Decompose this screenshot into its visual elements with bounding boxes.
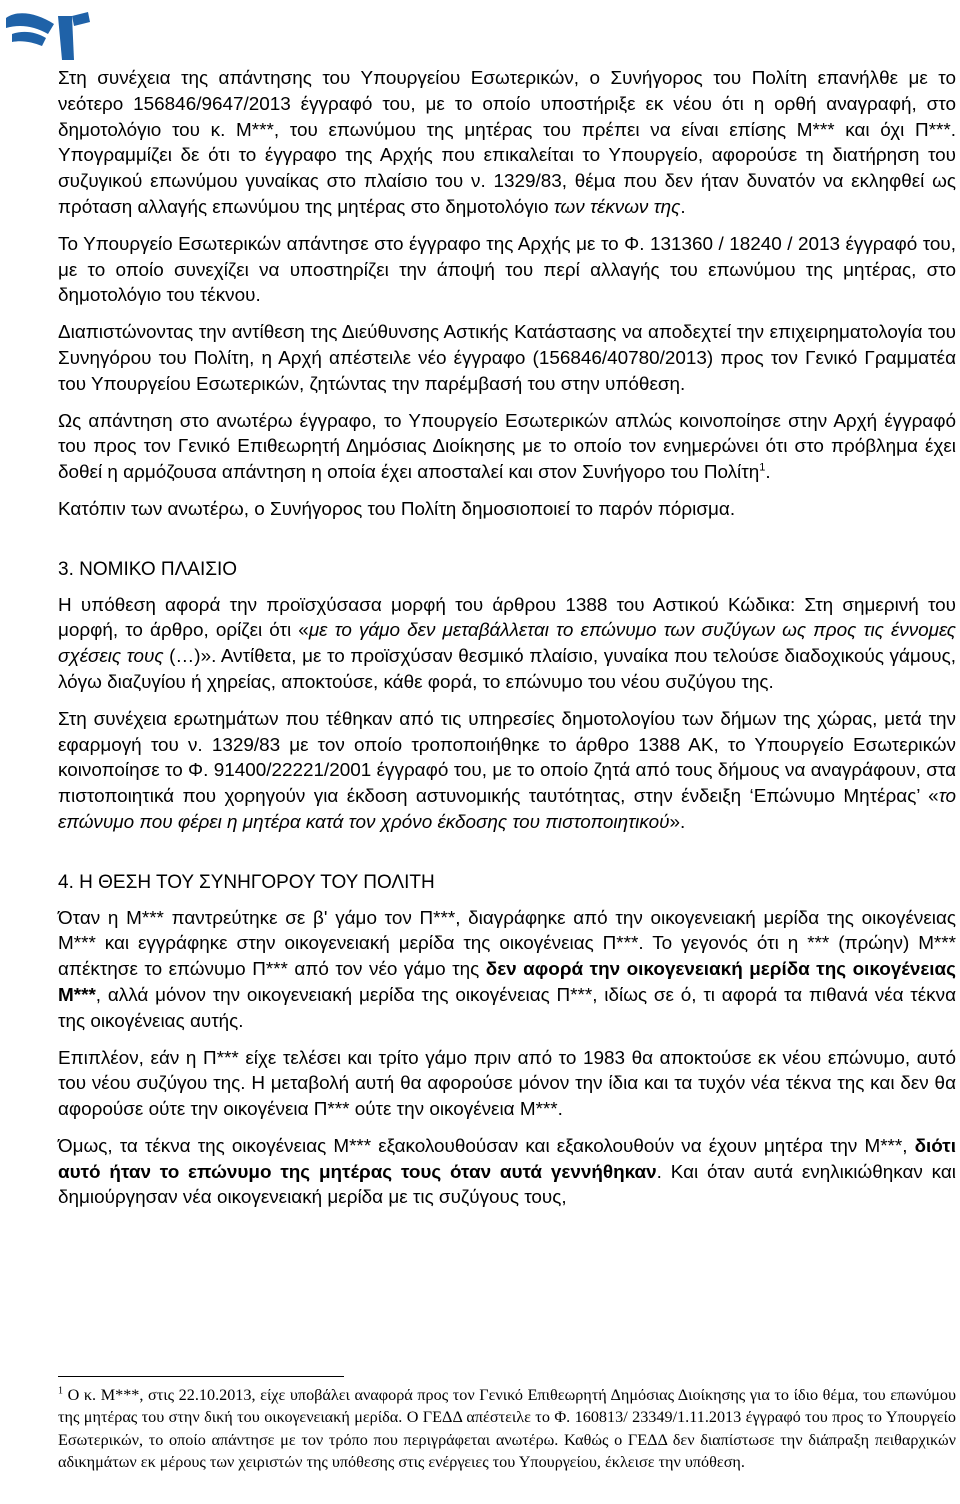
paragraph-text: Η υπόθεση αφορά την προϊσχύσασα μορφή του άρθρου 1388 του Αστικού Κώδικα: Στη σημερινή του μορφή, το άρθρο, ορίζει ότι « xyxy=(58,594,956,642)
paragraph-text: Στη συνέχεια ερωτημάτων που τέθηκαν από τις υπηρεσίες δημοτολογίου των δήμων της χώρας, μετά την εφαρμογή του ν. 1329/83 με τον οποίο τροποποιήθηκε το άρθρο 1388 ΑΚ, το Υπουργείο Εσωτερικών κοινοποίησε το Φ. 91400/22221/2001 έγγραφό του, με το οποίο ζητά από τους δήμους να αναγράφουν, στα πιστοποιητικά που χορηγούν για έκδοση αστυνομικής ταυτότητας, στην ένδειξη ‘Επώνυμο Μητέρας’ « xyxy=(58,708,956,808)
paragraph: Το Υπουργείο Εσωτερικών απάντησε στο έγγραφο της Αρχής με το Φ. 131360 / 18240 / 2013 έγγραφό του, με το οποίο συνεχίζει να υποστηρίζει την άποψή του περί αλλαγής του επωνύμου της μητέρας, στο δημοτολόγιο του τέκνου. xyxy=(58,233,956,307)
paragraph-text: ». xyxy=(669,811,686,833)
paragraph: Επιπλέον, εάν η Π*** είχε τελέσει και τρίτο γάμο πριν από το 1983 θα αποκτούσε εκ νέου επώνυμο, αυτό του νέου συζύγου της. Η μεταβολή αυτή θα αφορούσε μόνον την ίδια και τα τυχόν νέα τέκνα της και δεν θα αφορούσε ούτε την οικογένεια Π*** ούτε την οικογένεια Μ***. xyxy=(58,1047,956,1121)
paragraph-text: . Και όταν αυτά ενηλικιώθηκαν και δημιούργησαν νέα οικογενειακή μερίδα με τις συζύγους τους, xyxy=(58,1161,957,1209)
italic-text: το επώνυμο που φέρει η μητέρα κατά τον χρόνο έκδοσης του πιστοποιητικού xyxy=(58,786,956,833)
italic-text: των τέκνων της xyxy=(553,196,681,218)
paragraph xyxy=(58,707,956,836)
bold-text: δεν αφορά την οικογενειακή μερίδα της οικογένειας Μ*** xyxy=(58,959,956,1006)
paragraph-text: (…)». Αντίθετα, με το προϊσχύσαν θεσμικό πλαίσιο, γυναίκα που τελούσε διαδοχικούς γάμους, λόγω διαζυγίου ή χηρείας, αποκτούσε, κάθε φορά, το επώνυμο του νέου συζύγου της. xyxy=(58,646,956,693)
paragraph-text: Στη συνέχεια της απάντησης του Υπουργείου Εσωτερικών, ο Συνήγορος του Πολίτη επανήλθε με το νεότερο 156846/9647/2013 έγγραφό του, με το οποίο υποστήριξε εκ νέου ότι η ορθή αναγραφή, στο δημοτολόγιο του κ. Μ***, του επωνύμου της μητέρας του πρέπει να είναι επίσης Μ*** και όχι Π***. Υπογραμμίζει δε ότι το έγγραφο της Αρχής που επικαλείται το Υπουργείο, αφορούσε τη διατήρηση του συζυγικού επωνύμου γυναίκας στο πλαίσιο του ν. 1329/83, θέμα που δεν ήταν δυνατόν να εκληφθεί ως πρόταση αλλαγής επωνύμου της μητέρας στο δημοτολόγιο xyxy=(58,68,956,218)
paragraph: Διαπιστώνοντας την αντίθεση της Διεύθυνσης Αστικής Κατάστασης να αποδεχτεί την επιχειρηματολογία του Συνηγόρου του Πολίτη, η Αρχή απέστειλε νέο έγγραφο (156846/40780/2013) προς τον Γενικό Γραμματέα του Υπουργείου Εσωτερικών, ζητώντας την παρέμβασή του στην υπόθεση. xyxy=(58,322,956,395)
paragraph xyxy=(58,1134,956,1211)
paragraph xyxy=(58,66,956,221)
document-body xyxy=(58,66,956,1222)
section-heading: 4. Η ΘΕΣΗ ΤΟΥ ΣΥΝΗΓΟΡΟΥ ΤΟΥ ΠΟΛΙΤΗ xyxy=(58,871,435,893)
paragraph xyxy=(58,906,956,1035)
paragraph-text: . xyxy=(680,196,686,218)
paragraph-text: Ως απάντηση στο ανωτέρω έγγραφο, το Υπουργείο Εσωτερικών απλώς κοινοποίησε στην Αρχή έγγραφό του προς τον Γενικό Επιθεωρητή Δημόσιας Διοίκησης με το οποίο τον ενημερώνει ότι στο πρόβλημα έχει δοθεί η αρμόζουσα απάντηση η οποία έχει αποσταλεί και στον Συνήγορο του Πολίτη xyxy=(58,410,956,484)
paragraph xyxy=(58,593,956,696)
paragraph-text: Όμως, τα τέκνα της οικογένειας Μ*** εξακολουθούσαν και εξακολουθούν να έχουν μητέρα την Μ***, xyxy=(58,1135,915,1157)
footnote-divider xyxy=(58,1376,344,1377)
paragraph-text: . xyxy=(765,462,771,484)
paragraph: Κατόπιν των ανωτέρω, ο Συνήγορος του Πολίτη δημοσιοποιεί το παρόν πόρισμα. xyxy=(58,498,736,520)
ombudsman-logo-icon xyxy=(2,4,94,64)
italic-text: με το γάμο δεν μεταβάλλεται το επώνυμο των συζύγων ως προς τις έννομες σχέσεις τους xyxy=(58,620,956,668)
paragraph-text: Όταν η Μ*** παντρεύτηκε σε β' γάμο τον Π***, διαγράφηκε από την οικογενειακή μερίδα της οικογένειας Μ*** και εγγράφηκε στην οικογενειακή μερίδα της οικογένειας Π***. Το γεγονός ότι η *** (πρώην) Μ*** απέκτησε το επώνυμο Π*** από τον νέο γάμο της xyxy=(58,907,956,981)
footnote-text: Ο κ. Μ***, στις 22.10.2013, είχε υποβάλει αναφορά προς τον Γενικό Επιθεωρητή Δημόσιας Διοίκησης για το ίδιο θέμα, του επωνύμου της μητέρας του στην δική του οικογενειακή μερίδα. Ο ΓΕΔΔ απέστειλε το Φ. 160813/ 23349/1.11.2013 έγγραφό του προς το Υπουργείο Εσωτερικών, το οποίο απάντησε με τον τρόπο που περιγράφεται ανωτέρω. Καθώς ο ΓΕΔΔ δεν διαπίστωσε την διάπραξη πειθαρχικών αδικημάτων εκ μέρους των χειριστών της υπόθεσης στις ενέργειες του Υπουργείου, έκλεισε την υπόθεση. xyxy=(58,1386,956,1471)
footnote xyxy=(58,1384,956,1473)
paragraph-text: , αλλά μόνον την οικογενειακή μερίδα της οικογένειας Π***, ιδίως σε ό, τι αφορά τα πιθανά νέα τέκνα της οικογένειας αυτής. xyxy=(58,984,956,1032)
paragraph xyxy=(58,409,956,486)
footnote-reference: 1 xyxy=(759,461,766,474)
footnote-number: 1 xyxy=(58,1385,63,1397)
section-heading: 3. ΝΟΜΙΚΟ ΠΛΑΙΣΙΟ xyxy=(58,558,238,580)
bold-text: διότι αυτό ήταν το επώνυμο της μητέρας τους όταν αυτά γεννήθηκαν xyxy=(58,1135,956,1183)
